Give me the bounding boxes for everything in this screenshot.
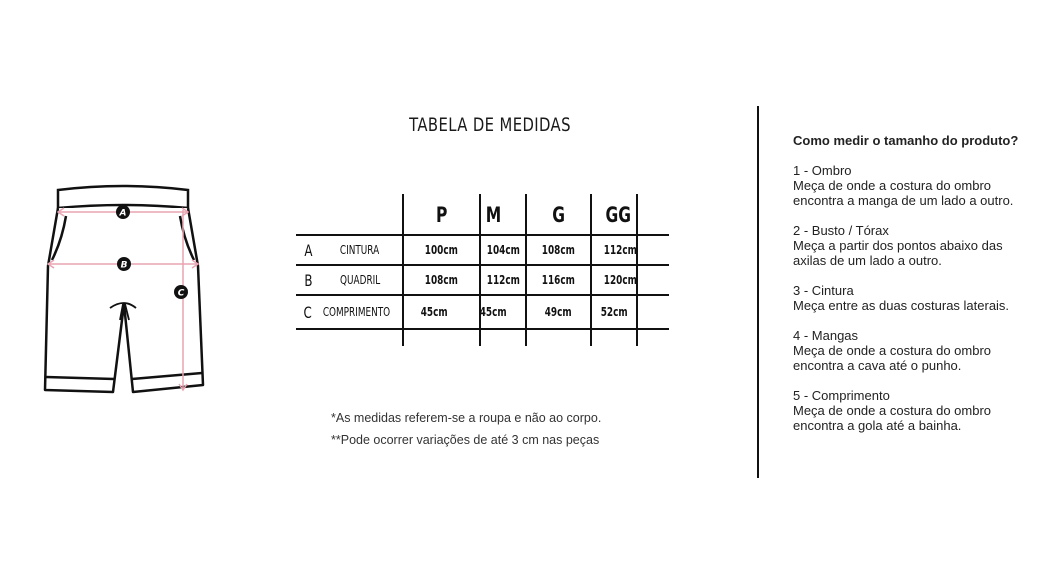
table-cell: 100cm: [424, 243, 459, 257]
marker-a: [116, 205, 130, 219]
svg-text:C: C: [177, 288, 185, 299]
note-line: *As medidas referem-se a roupa e não ao corpo.: [331, 411, 602, 425]
shorts-outline: [45, 208, 203, 392]
row-letter: C: [303, 302, 313, 322]
table-cell: 49cm: [545, 305, 572, 319]
vertical-divider: [757, 106, 759, 478]
page-title: TABELA DE MEDIDAS: [409, 114, 571, 136]
howto-item-title: 1 - Ombro: [793, 163, 852, 178]
howto-item: [793, 328, 1033, 373]
row-letter: A: [303, 240, 313, 260]
howto-heading: Como medir o tamanho do produto?: [793, 133, 1019, 148]
shorts-diagram: [38, 180, 208, 402]
howto-item: [793, 283, 1033, 313]
shorts-waistband: [58, 186, 188, 208]
table-cell: 52cm: [600, 305, 628, 319]
how-to-measure: [793, 133, 1033, 448]
howto-item-desc: Meça de onde a costura do ombro encontra a manga de um lado a outro.: [793, 178, 1014, 208]
marker-b: [117, 257, 131, 271]
table-cell: 108cm: [424, 273, 459, 287]
howto-item-desc: Meça de onde a costura do ombro encontra a gola até a bainha.: [793, 403, 992, 433]
row-name: COMPRIMENTO: [322, 305, 390, 319]
size-header: M: [485, 203, 502, 227]
svg-text:A: A: [119, 208, 127, 219]
marker-c: [174, 285, 188, 299]
table-cell: 45cm: [420, 305, 448, 319]
row-letter: B: [303, 270, 313, 290]
howto-item-desc: Meça de onde a costura do ombro encontra a cava até o punho.: [793, 343, 992, 373]
howto-item-desc: Meça entre as duas costuras laterais.: [793, 298, 1010, 313]
howto-item-title: 4 - Mangas: [793, 328, 859, 343]
table-cell: 116cm: [541, 273, 576, 287]
howto-item: [793, 223, 1033, 268]
table-cell: 45cm: [480, 305, 507, 319]
note-line: **Pode ocorrer variações de até 3 cm nas peças: [331, 433, 600, 447]
table-line: [296, 328, 669, 330]
howto-item-title: 2 - Busto / Tórax: [793, 223, 889, 238]
howto-item-title: 5 - Comprimento: [793, 388, 890, 403]
notes: [331, 407, 661, 451]
row-name: QUADRIL: [339, 273, 381, 287]
table-cell: 112cm: [603, 243, 637, 257]
howto-item: [793, 163, 1033, 208]
table-cell: 112cm: [486, 273, 521, 287]
howto-item: [793, 388, 1033, 433]
size-header: GG: [605, 203, 631, 227]
size-table: [296, 190, 676, 350]
size-header: G: [552, 203, 565, 227]
table-cell: 120cm: [603, 273, 637, 287]
table-cell: 108cm: [541, 243, 576, 257]
row-name: CINTURA: [340, 243, 380, 257]
size-header: P: [435, 203, 448, 227]
svg-text:B: B: [120, 260, 128, 271]
table-cell: 104cm: [486, 243, 521, 257]
howto-item-desc: Meça a partir dos pontos abaixo das axilas de um lado a outro.: [793, 238, 1003, 268]
howto-item-title: 3 - Cintura: [793, 283, 854, 298]
